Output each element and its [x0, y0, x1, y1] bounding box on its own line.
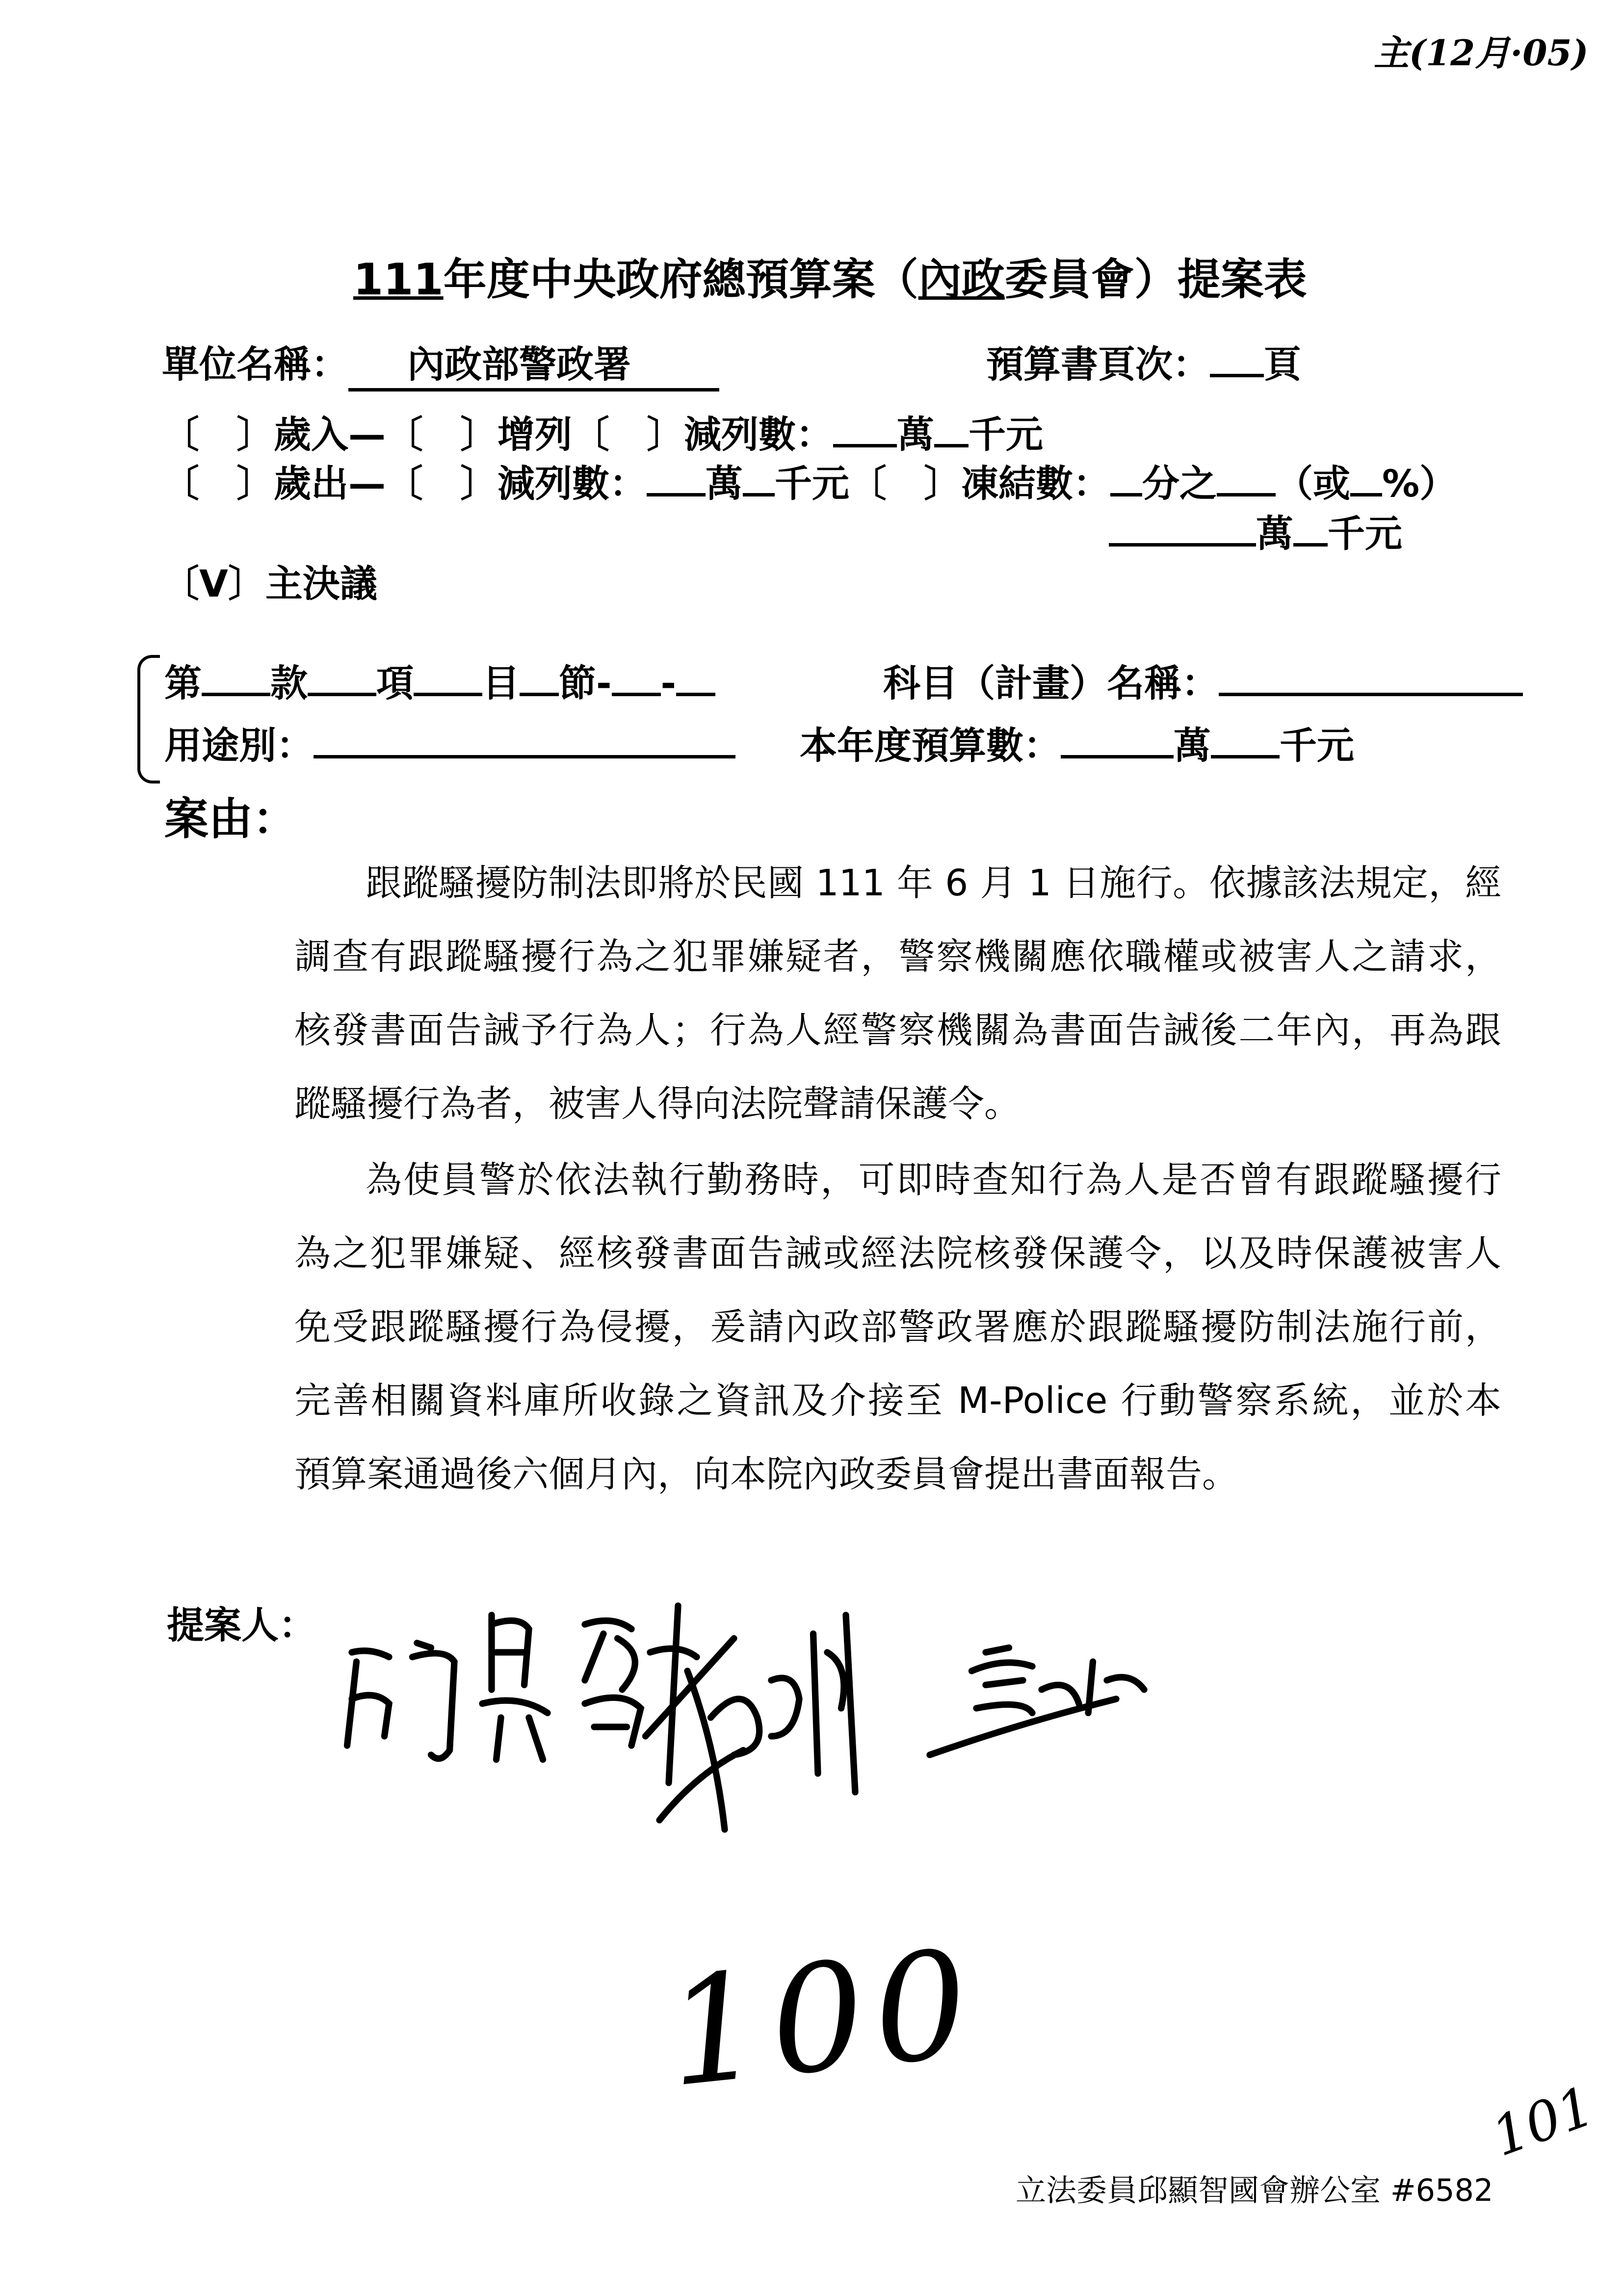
budget-wan-blank[interactable] — [1061, 724, 1174, 758]
percent-label: %） — [1382, 462, 1457, 505]
reason-line: 跟蹤騷擾防制法即將於民國 111 年 6 月 1 日施行。依據該法規定，經 — [366, 862, 1501, 904]
budget-label: 本年度預算數： — [800, 724, 1061, 767]
unit-value: 內政部警政署 — [348, 341, 719, 391]
signature-3 — [930, 1648, 1144, 1755]
main-resolution-checkbox[interactable]: 〔V〕 — [162, 562, 265, 605]
subject-name-field — [883, 660, 1523, 707]
title-committee: 內政 — [918, 254, 1005, 305]
reason-line: 調查有跟蹤騷擾行為之犯罪嫌疑者，警察機關應依職權或被害人之請求， — [294, 936, 1501, 978]
expense-checkboxes[interactable]: 〔 〕歲出—〔 〕減列數： — [162, 462, 647, 505]
xiang-blank[interactable] — [308, 661, 376, 696]
usage-blank[interactable] — [314, 724, 735, 758]
unit-row — [162, 341, 719, 391]
item-row — [164, 660, 715, 707]
main-resolution-label: 主決議 — [265, 562, 377, 605]
handwritten-number: 100 — [659, 1917, 986, 2120]
kuan-label: 款 — [270, 661, 308, 705]
qian-label: 千元 — [1328, 512, 1402, 555]
xiang-label: 項 — [376, 661, 414, 705]
qian-label: 千元 — [1280, 724, 1354, 767]
subject-label: 科目（計畫）名稱： — [883, 661, 1219, 705]
di-label: 第 — [164, 661, 202, 705]
reason-label: 案由： — [164, 793, 297, 845]
left-brace — [137, 655, 160, 783]
page-title — [353, 245, 1307, 307]
freeze-qian-blank[interactable] — [1293, 512, 1328, 547]
unit-label: 單位名稱： — [162, 342, 348, 386]
footer-office: 立法委員邱顯智國會辦公室 #6582 — [1016, 2172, 1493, 2208]
wan-label: 萬 — [897, 413, 934, 456]
signatures — [324, 1590, 1256, 1864]
mu-label: 目 — [482, 661, 520, 705]
freeze-numerator-blank[interactable] — [1217, 462, 1276, 496]
qian-label: 千元 — [969, 413, 1043, 456]
freeze-percent-blank[interactable] — [1350, 462, 1382, 496]
title-year: 111 — [353, 254, 444, 305]
revenue-row — [162, 411, 1043, 458]
jie-blank[interactable] — [520, 661, 559, 696]
dash-label: - — [660, 661, 677, 705]
kuan-blank[interactable] — [202, 661, 270, 696]
reason-line: 蹤騷擾行為者，被害人得向法院聲請保護令。 — [294, 1083, 1021, 1125]
expense-row — [162, 460, 1457, 507]
proposer-label: 提案人： — [167, 1603, 316, 1647]
expense-wan-blank[interactable] — [647, 462, 706, 496]
signature-2 — [646, 1606, 856, 1829]
reason-line: 完善相關資料庫所收錄之資訊及介接至 M-Police 行動警察系統，並於本 — [294, 1380, 1501, 1422]
page-unit: 頁 — [1264, 342, 1301, 386]
revenue-qian-blank[interactable] — [934, 413, 969, 447]
main-resolution-row — [162, 560, 377, 607]
wan-label: 萬 — [706, 462, 743, 505]
page-label: 預算書頁次： — [986, 342, 1210, 386]
jie-sub-blank-2[interactable] — [676, 661, 715, 696]
freeze-checkbox-label[interactable]: 千元〔 〕凍結數： — [775, 462, 1110, 505]
title-part1: 年度中央政府總預算案（ — [443, 254, 918, 305]
jie-label: 節- — [559, 661, 612, 705]
reason-line: 免受跟蹤騷擾行為侵擾，爰請內政部警政署應於跟蹤騷擾防制法施行前， — [294, 1306, 1501, 1348]
reason-line: 為使員警於依法執行勤務時，可即時查知行為人是否曾有跟蹤騷擾行 — [366, 1159, 1501, 1201]
revenue-wan-blank[interactable] — [833, 413, 897, 447]
usage-label: 用途別： — [164, 724, 314, 767]
handwritten-corner-mark: 101 — [1484, 2074, 1602, 2169]
wan-label: 萬 — [1174, 724, 1211, 767]
freeze-denominator-blank[interactable] — [1110, 462, 1142, 496]
budget-amount-field — [800, 722, 1354, 769]
reason-line: 為之犯罪嫌疑、經核發書面告誡或經法院核發保護令，以及時保護被害人 — [294, 1232, 1501, 1275]
budget-page-field — [986, 341, 1301, 388]
freeze-wan-blank[interactable] — [1109, 512, 1256, 547]
subject-blank[interactable] — [1219, 661, 1523, 696]
wan-label: 萬 — [1256, 512, 1293, 555]
usage-field — [164, 722, 735, 769]
fen-label: 分之 — [1142, 462, 1217, 505]
revenue-checkboxes[interactable]: 〔 〕歲入—〔 〕增列〔 〕減列數： — [162, 413, 833, 456]
or-label: （或 — [1276, 462, 1350, 505]
title-part2: 委員會）提案表 — [1004, 254, 1307, 305]
budget-qian-blank[interactable] — [1211, 724, 1280, 758]
reason-line: 預算案通過後六個月內，向本院內政委員會提出書面報告。 — [294, 1453, 1238, 1495]
freeze-amount-row — [1109, 510, 1402, 557]
expense-qian-blank[interactable] — [743, 462, 775, 496]
mu-blank[interactable] — [414, 661, 482, 696]
reason-line: 核發書面告誡予行為人；行為人經警察機關為書面告誡後二年內，再為跟 — [294, 1009, 1501, 1051]
jie-sub-blank-1[interactable] — [612, 661, 661, 696]
handwritten-date-note: 主(12月·05) — [1374, 32, 1589, 74]
page-blank[interactable] — [1210, 342, 1264, 377]
signature-1 — [347, 1615, 641, 1760]
